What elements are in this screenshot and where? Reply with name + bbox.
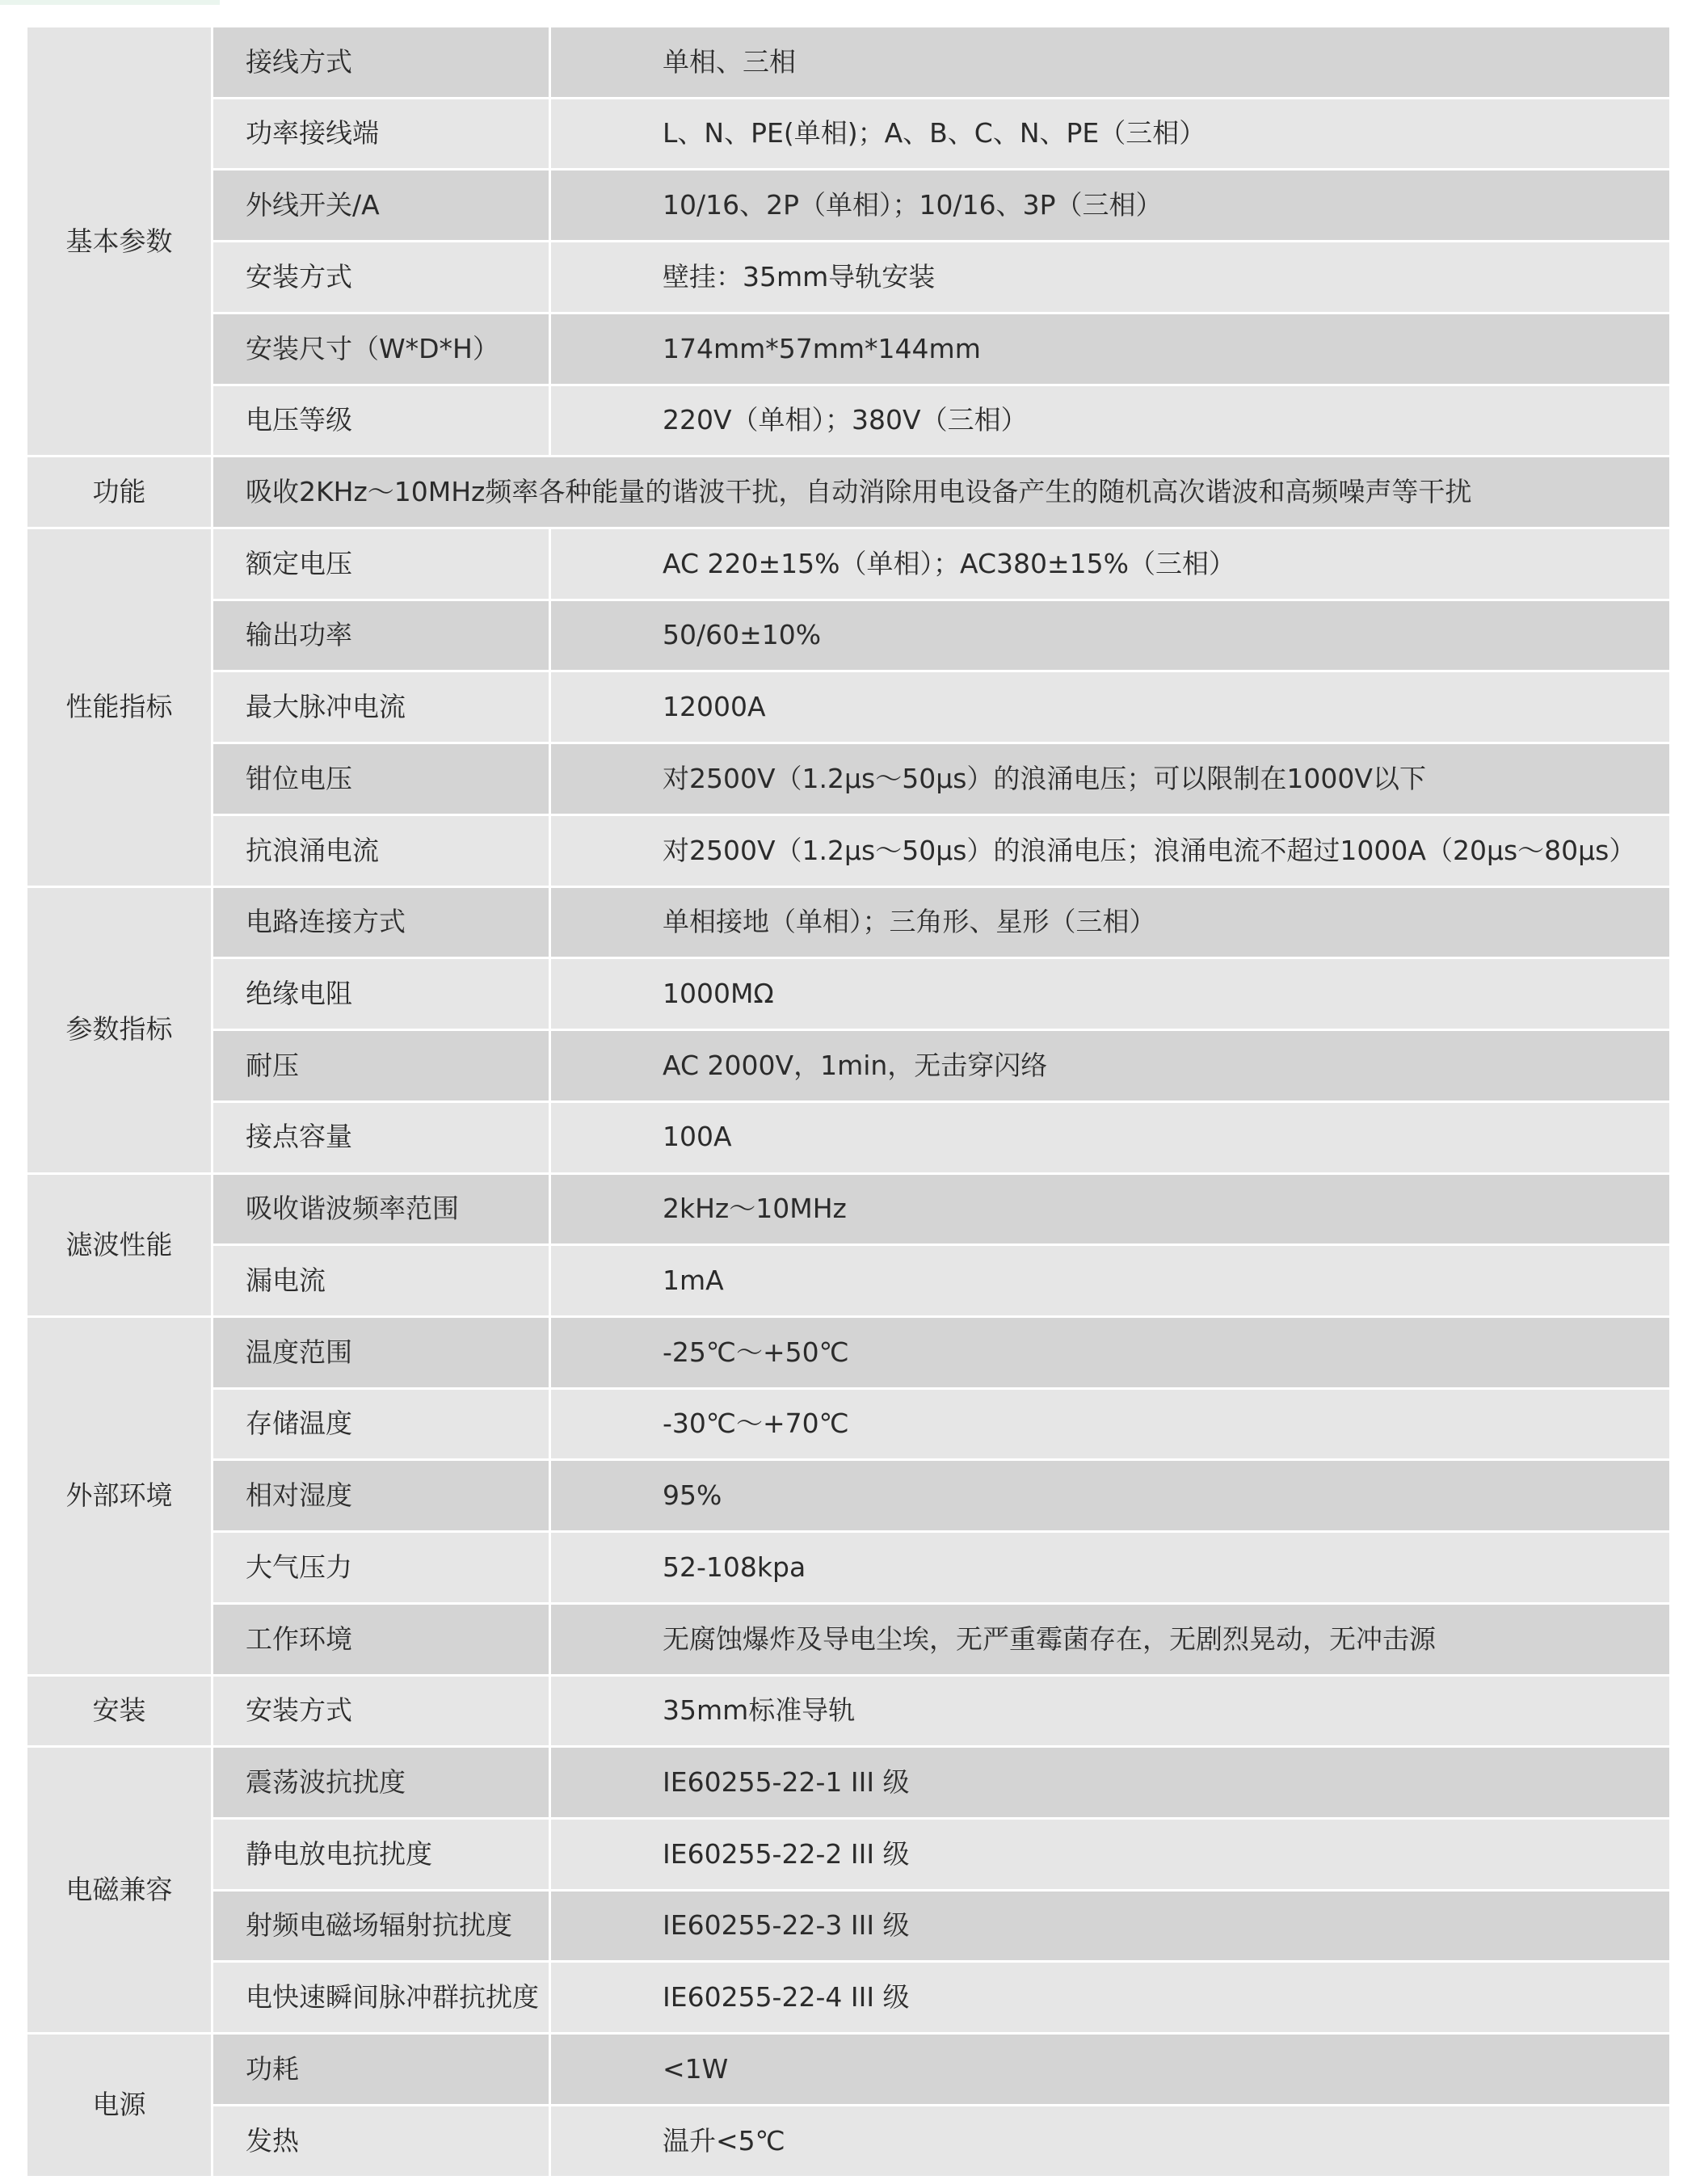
spec-row bbox=[27, 1818, 1671, 1890]
param-name: 震荡波抗扰度 bbox=[212, 1747, 550, 1819]
spec-row bbox=[27, 1962, 1671, 2034]
param-name: 功耗 bbox=[212, 2034, 550, 2106]
param-name: 发热 bbox=[212, 2105, 550, 2177]
param-value: 对2500V（1.2μs～50μs）的浪涌电压；浪涌电流不超过1000A（20μs～80μs） bbox=[550, 814, 1671, 886]
param-value: 100A bbox=[550, 1101, 1671, 1173]
spec-table bbox=[25, 25, 1672, 2178]
spec-row bbox=[27, 98, 1671, 170]
param-name: 电快速瞬间脉冲群抗扰度 bbox=[212, 1962, 550, 2034]
param-name: 电路连接方式 bbox=[212, 886, 550, 958]
spec-row bbox=[27, 1030, 1671, 1102]
category-label: 基本参数 bbox=[27, 27, 212, 457]
spec-row bbox=[27, 1747, 1671, 1819]
spec-row bbox=[27, 1245, 1671, 1317]
param-name: 功率接线端 bbox=[212, 98, 550, 170]
category-label: 电磁兼容 bbox=[27, 1747, 212, 2034]
category-label: 性能指标 bbox=[27, 528, 212, 887]
category-label: 电源 bbox=[27, 2034, 212, 2178]
spec-row bbox=[27, 242, 1671, 314]
category-label: 安装 bbox=[27, 1675, 212, 1747]
param-name: 安装尺寸（W*D*H） bbox=[212, 313, 550, 385]
top-accent-bar bbox=[0, 0, 220, 5]
param-name: 吸收谐波频率范围 bbox=[212, 1173, 550, 1245]
spec-row bbox=[27, 1890, 1671, 1962]
spec-row bbox=[27, 886, 1671, 958]
param-value: 174mm*57mm*144mm bbox=[550, 313, 1671, 385]
spec-row bbox=[27, 600, 1671, 671]
param-value: 温升<5℃ bbox=[550, 2105, 1671, 2177]
category-label: 参数指标 bbox=[27, 886, 212, 1173]
param-name: 安装方式 bbox=[212, 1675, 550, 1747]
param-value: IE60255-22-3 III 级 bbox=[550, 1890, 1671, 1962]
param-name: 钳位电压 bbox=[212, 743, 550, 815]
spec-row bbox=[27, 1675, 1671, 1747]
spec-row bbox=[27, 1603, 1671, 1675]
param-value: IE60255-22-1 III 级 bbox=[550, 1747, 1671, 1819]
spec-row bbox=[27, 1173, 1671, 1245]
category-label: 滤波性能 bbox=[27, 1173, 212, 1316]
param-name: 静电放电抗扰度 bbox=[212, 1818, 550, 1890]
param-name: 工作环境 bbox=[212, 1603, 550, 1675]
category-label: 外部环境 bbox=[27, 1316, 212, 1675]
spec-row bbox=[27, 958, 1671, 1030]
param-value: IE60255-22-4 III 级 bbox=[550, 1962, 1671, 2034]
param-name: 外线开关/A bbox=[212, 170, 550, 242]
spec-row bbox=[27, 1316, 1671, 1388]
param-name: 耐压 bbox=[212, 1030, 550, 1102]
param-value: IE60255-22-2 III 级 bbox=[550, 1818, 1671, 1890]
spec-row bbox=[27, 2034, 1671, 2106]
param-name: 安装方式 bbox=[212, 242, 550, 314]
param-name: 电压等级 bbox=[212, 385, 550, 457]
param-value: AC 2000V，1min，无击穿闪络 bbox=[550, 1030, 1671, 1102]
param-name: 大气压力 bbox=[212, 1532, 550, 1604]
param-name: 接点容量 bbox=[212, 1101, 550, 1173]
spec-row bbox=[27, 385, 1671, 457]
param-name: 射频电磁场辐射抗扰度 bbox=[212, 1890, 550, 1962]
param-value: 壁挂：35mm导轨安装 bbox=[550, 242, 1671, 314]
param-name: 漏电流 bbox=[212, 1245, 550, 1317]
spec-row bbox=[27, 1101, 1671, 1173]
param-value: 无腐蚀爆炸及导电尘埃，无严重霉菌存在，无剧烈晃动，无冲击源 bbox=[550, 1603, 1671, 1675]
param-value: 对2500V（1.2μs～50μs）的浪涌电压；可以限制在1000V以下 bbox=[550, 743, 1671, 815]
param-name: 接线方式 bbox=[212, 27, 550, 99]
param-value: 52-108kpa bbox=[550, 1532, 1671, 1604]
spec-row bbox=[27, 814, 1671, 886]
spec-row bbox=[27, 457, 1671, 528]
param-value: 1000MΩ bbox=[550, 958, 1671, 1030]
spec-row bbox=[27, 2105, 1671, 2177]
param-name: 温度范围 bbox=[212, 1316, 550, 1388]
param-value: 10/16、2P（单相）；10/16、3P（三相） bbox=[550, 170, 1671, 242]
param-name: 最大脉冲电流 bbox=[212, 671, 550, 743]
param-value: 95% bbox=[550, 1460, 1671, 1532]
param-name: 相对湿度 bbox=[212, 1460, 550, 1532]
param-value: 1mA bbox=[550, 1245, 1671, 1317]
param-value: 220V（单相）；380V（三相） bbox=[550, 385, 1671, 457]
param-value: 12000A bbox=[550, 671, 1671, 743]
param-name: 额定电压 bbox=[212, 528, 550, 600]
spec-row bbox=[27, 1388, 1671, 1460]
param-name: 输出功率 bbox=[212, 600, 550, 671]
param-value: 35mm标准导轨 bbox=[550, 1675, 1671, 1747]
param-value: <1W bbox=[550, 2034, 1671, 2106]
param-value: 单相接地（单相）；三角形、星形（三相） bbox=[550, 886, 1671, 958]
param-name: 绝缘电阻 bbox=[212, 958, 550, 1030]
param-value: 2kHz～10MHz bbox=[550, 1173, 1671, 1245]
param-value: 单相、三相 bbox=[550, 27, 1671, 99]
spec-row bbox=[27, 743, 1671, 815]
param-value: 50/60±10% bbox=[550, 600, 1671, 671]
spec-row bbox=[27, 1532, 1671, 1604]
spec-row bbox=[27, 170, 1671, 242]
param-name: 抗浪涌电流 bbox=[212, 814, 550, 886]
spec-row bbox=[27, 528, 1671, 600]
spec-row bbox=[27, 27, 1671, 99]
spec-row bbox=[27, 1460, 1671, 1532]
category-label: 功能 bbox=[27, 457, 212, 528]
param-value: -25℃～+50℃ bbox=[550, 1316, 1671, 1388]
param-name: 存储温度 bbox=[212, 1388, 550, 1460]
param-value: AC 220±15%（单相）；AC380±15%（三相） bbox=[550, 528, 1671, 600]
spec-row bbox=[27, 671, 1671, 743]
param-value: L、N、PE(单相)；A、B、C、N、PE（三相） bbox=[550, 98, 1671, 170]
param-value: -30℃～+70℃ bbox=[550, 1388, 1671, 1460]
spec-table-body bbox=[27, 27, 1671, 2178]
function-description: 吸收2KHz～10MHz频率各种能量的谐波干扰，自动消除用电设备产生的随机高次谐波和高频噪声等干扰 bbox=[212, 457, 1671, 528]
spec-row bbox=[27, 313, 1671, 385]
